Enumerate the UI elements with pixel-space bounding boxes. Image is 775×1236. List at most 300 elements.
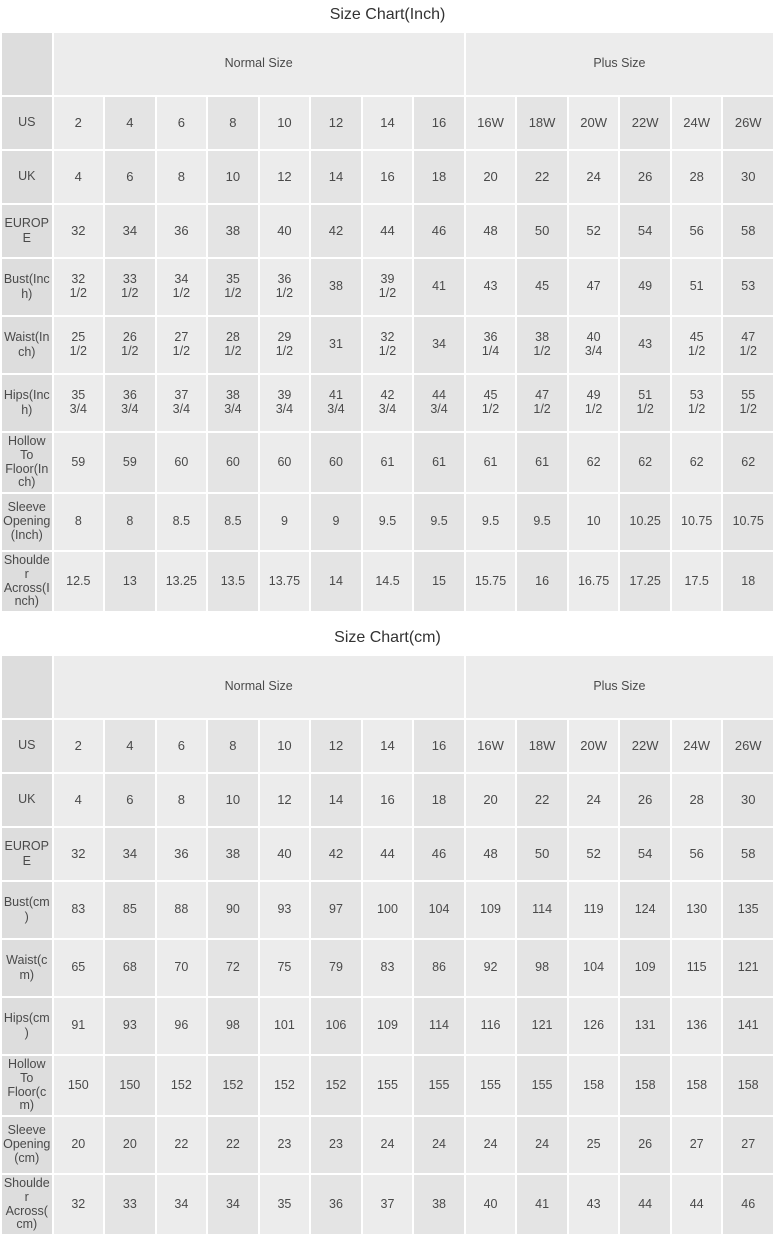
value-whole: 38 xyxy=(225,388,240,403)
value-whole: 44 xyxy=(432,388,446,403)
measurement-cell xyxy=(465,374,517,432)
measurement-cell: 42 xyxy=(310,827,362,881)
measurement-cell: 14 xyxy=(362,719,414,773)
measurement-cell: 135 xyxy=(722,881,774,939)
value-whole: 26 xyxy=(122,330,137,345)
value-whole: 38 xyxy=(535,330,550,345)
measurement-cell: 10 xyxy=(259,96,311,150)
value-fraction: 1/2 xyxy=(275,344,294,358)
value-whole: 45 xyxy=(689,330,704,345)
measurement-cell: 4 xyxy=(104,96,156,150)
measurement-cell xyxy=(619,374,671,432)
measurement-cell: 14 xyxy=(310,551,362,612)
value-fraction: 1/2 xyxy=(172,286,191,300)
measurement-cell: 150 xyxy=(53,1055,105,1116)
measurement-cell: 48 xyxy=(465,827,517,881)
measurement-cell: 25 xyxy=(568,1116,620,1174)
measurement-cell: 26 xyxy=(619,773,671,827)
chart-title: Size Chart(cm) xyxy=(0,623,775,654)
value-whole: 55 xyxy=(741,388,756,403)
measurement-cell: 48 xyxy=(465,204,517,258)
measurement-cell: 22 xyxy=(516,150,568,204)
measurement-cell: 61 xyxy=(413,432,465,493)
measurement-cell: 13.75 xyxy=(259,551,311,612)
table-row xyxy=(1,374,774,432)
measurement-cell: 13.25 xyxy=(156,551,208,612)
measurement-cell: 24 xyxy=(465,1116,517,1174)
measurement-cell: 91 xyxy=(53,997,105,1055)
measurement-cell xyxy=(259,316,311,374)
measurement-cell xyxy=(156,258,208,316)
measurement-cell: 43 xyxy=(465,258,517,316)
row-header xyxy=(1,432,53,493)
measurement-cell xyxy=(259,374,311,432)
measurement-cell: 52 xyxy=(568,827,620,881)
value-fraction: 1/2 xyxy=(584,402,603,416)
row-header: Bust(Inch) xyxy=(1,258,53,316)
value-fraction: 3/4 xyxy=(430,402,448,416)
measurement-cell: 9.5 xyxy=(413,493,465,551)
measurement-cell: 18 xyxy=(722,551,774,612)
value-fraction: 1/2 xyxy=(172,344,191,358)
value-whole: 41 xyxy=(329,388,343,403)
measurement-cell: 62 xyxy=(619,432,671,493)
value-whole: 35 xyxy=(71,388,86,403)
value-fraction: 1/2 xyxy=(121,286,139,300)
measurement-cell: 12 xyxy=(259,773,311,827)
measurement-cell: 58 xyxy=(722,204,774,258)
measurement-cell: 60 xyxy=(310,432,362,493)
table-row xyxy=(1,719,774,773)
table-row xyxy=(1,432,774,493)
measurement-cell: 96 xyxy=(156,997,208,1055)
row-header-line: Sleeve xyxy=(7,500,46,515)
measurement-cell: 18 xyxy=(413,150,465,204)
measurement-cell: 49 xyxy=(619,258,671,316)
measurement-cell: 68 xyxy=(104,939,156,997)
measurement-cell: 51 xyxy=(671,258,723,316)
measurement-cell: 44 xyxy=(619,1174,671,1235)
row-header-line: Across(Inch) xyxy=(3,580,50,609)
measurement-cell: 26W xyxy=(722,719,774,773)
measurement-cell: 155 xyxy=(362,1055,414,1116)
measurement-cell xyxy=(413,374,465,432)
measurement-cell: 75 xyxy=(259,939,311,997)
value-fraction: 1/2 xyxy=(275,286,294,300)
measurement-cell: 83 xyxy=(362,939,414,997)
measurement-cell: 100 xyxy=(362,881,414,939)
measurement-cell xyxy=(362,258,414,316)
table-row xyxy=(1,827,774,881)
measurement-cell: 56 xyxy=(671,827,723,881)
table-row xyxy=(1,939,774,997)
measurement-cell: 9.5 xyxy=(362,493,414,551)
measurement-cell xyxy=(207,258,259,316)
measurement-cell: 34 xyxy=(104,827,156,881)
measurement-cell: 10 xyxy=(259,719,311,773)
measurement-cell: 16 xyxy=(362,773,414,827)
measurement-cell: 158 xyxy=(568,1055,620,1116)
measurement-cell: 26 xyxy=(619,1116,671,1174)
measurement-cell: 10.25 xyxy=(619,493,671,551)
chart-title: Size Chart(Inch) xyxy=(0,0,775,31)
measurement-cell: 12 xyxy=(310,719,362,773)
measurement-cell: 10 xyxy=(207,150,259,204)
measurement-cell: 34 xyxy=(207,1174,259,1235)
row-header: US xyxy=(1,96,53,150)
measurement-cell: 53 xyxy=(722,258,774,316)
row-header-line: Across(cm) xyxy=(5,1203,48,1232)
row-header-line: Shoulder xyxy=(3,1176,50,1204)
measurement-cell: 121 xyxy=(722,939,774,997)
measurement-cell: 30 xyxy=(722,773,774,827)
measurement-cell: 6 xyxy=(156,719,208,773)
value-fraction: 1/2 xyxy=(224,286,242,300)
measurement-cell: 10.75 xyxy=(671,493,723,551)
measurement-cell xyxy=(53,258,105,316)
measurement-cell: 8.5 xyxy=(207,493,259,551)
measurement-cell: 45 xyxy=(516,258,568,316)
measurement-cell: 40 xyxy=(259,204,311,258)
measurement-cell xyxy=(516,316,568,374)
measurement-cell: 14 xyxy=(362,96,414,150)
measurement-cell: 121 xyxy=(516,997,568,1055)
measurement-cell: 9 xyxy=(310,493,362,551)
measurement-cell xyxy=(156,316,208,374)
measurement-cell: 46 xyxy=(722,1174,774,1235)
value-fraction: 1/2 xyxy=(636,402,654,416)
measurement-cell: 59 xyxy=(53,432,105,493)
measurement-cell: 52 xyxy=(568,204,620,258)
measurement-cell: 119 xyxy=(568,881,620,939)
row-header: Waist(Inch) xyxy=(1,316,53,374)
measurement-cell: 61 xyxy=(362,432,414,493)
measurement-cell: 22W xyxy=(619,719,671,773)
measurement-cell: 10.75 xyxy=(722,493,774,551)
row-header: Waist(cm) xyxy=(1,939,53,997)
value-fraction: 1/2 xyxy=(687,344,706,358)
measurement-cell: 150 xyxy=(104,1055,156,1116)
measurement-cell: 43 xyxy=(619,316,671,374)
measurement-cell xyxy=(568,374,620,432)
measurement-cell: 152 xyxy=(156,1055,208,1116)
measurement-cell: 2 xyxy=(53,719,105,773)
value-whole: 33 xyxy=(122,272,137,287)
row-header-line: Sleeve xyxy=(7,1123,46,1138)
measurement-cell: 152 xyxy=(310,1055,362,1116)
measurement-cell: 92 xyxy=(465,939,517,997)
table-row xyxy=(1,881,774,939)
measurement-cell: 23 xyxy=(310,1116,362,1174)
measurement-cell: 15.75 xyxy=(465,551,517,612)
measurement-cell xyxy=(671,374,723,432)
measurement-cell: 62 xyxy=(671,432,723,493)
row-header-line: Floor(Inch) xyxy=(5,461,49,490)
value-fraction: 3/4 xyxy=(172,402,191,416)
measurement-cell: 9.5 xyxy=(516,493,568,551)
measurement-cell xyxy=(53,374,105,432)
measurement-cell: 155 xyxy=(516,1055,568,1116)
measurement-cell: 8 xyxy=(207,96,259,150)
measurement-cell: 6 xyxy=(104,150,156,204)
measurement-cell: 40 xyxy=(465,1174,517,1235)
table-row xyxy=(1,997,774,1055)
table-row xyxy=(1,316,774,374)
measurement-cell: 98 xyxy=(516,939,568,997)
measurement-cell: 9 xyxy=(259,493,311,551)
measurement-cell xyxy=(568,316,620,374)
measurement-cell xyxy=(53,316,105,374)
table-row xyxy=(1,258,774,316)
measurement-cell: 130 xyxy=(671,881,723,939)
measurement-cell: 14 xyxy=(310,773,362,827)
measurement-cell: 22 xyxy=(156,1116,208,1174)
measurement-cell: 136 xyxy=(671,997,723,1055)
value-whole: 47 xyxy=(741,330,756,345)
table-row xyxy=(1,204,774,258)
measurement-cell: 46 xyxy=(413,204,465,258)
measurement-cell: 16W xyxy=(465,719,517,773)
value-fraction: 3/4 xyxy=(327,402,345,416)
value-whole: 40 xyxy=(586,330,601,345)
measurement-cell: 40 xyxy=(259,827,311,881)
measurement-cell: 65 xyxy=(53,939,105,997)
value-fraction: 1/2 xyxy=(533,344,551,358)
value-whole: 32 xyxy=(71,272,86,287)
measurement-cell: 8 xyxy=(156,150,208,204)
measurement-cell: 24W xyxy=(671,719,723,773)
measurement-cell: 35 xyxy=(259,1174,311,1235)
measurement-cell: 116 xyxy=(465,997,517,1055)
value-fraction: 1/2 xyxy=(481,402,500,416)
measurement-cell: 54 xyxy=(619,204,671,258)
measurement-cell: 27 xyxy=(671,1116,723,1174)
measurement-cell: 22 xyxy=(207,1116,259,1174)
measurement-cell: 126 xyxy=(568,997,620,1055)
table-row xyxy=(1,1116,774,1174)
measurement-cell: 83 xyxy=(53,881,105,939)
measurement-cell: 14.5 xyxy=(362,551,414,612)
value-fraction: 1/2 xyxy=(533,402,551,416)
measurement-cell: 8 xyxy=(207,719,259,773)
measurement-cell: 32 xyxy=(53,204,105,258)
value-whole: 34 xyxy=(174,272,189,287)
value-whole: 51 xyxy=(638,388,653,403)
measurement-cell: 155 xyxy=(465,1055,517,1116)
measurement-cell: 31 xyxy=(310,316,362,374)
value-whole: 45 xyxy=(483,388,498,403)
value-fraction: 1/2 xyxy=(224,344,242,358)
value-whole: 32 xyxy=(380,330,395,345)
measurement-cell xyxy=(207,374,259,432)
group-header-normal-size: Normal Size xyxy=(53,655,465,719)
measurement-cell: 79 xyxy=(310,939,362,997)
measurement-cell: 4 xyxy=(53,773,105,827)
measurement-cell: 158 xyxy=(671,1055,723,1116)
value-whole: 35 xyxy=(225,272,240,287)
table-row xyxy=(1,773,774,827)
row-header-line: Shoulder xyxy=(3,553,50,581)
row-header: UK xyxy=(1,150,53,204)
measurement-cell: 12 xyxy=(310,96,362,150)
measurement-cell: 158 xyxy=(619,1055,671,1116)
measurement-cell: 24W xyxy=(671,96,723,150)
measurement-cell: 106 xyxy=(310,997,362,1055)
measurement-cell: 46 xyxy=(413,827,465,881)
measurement-cell xyxy=(362,316,414,374)
measurement-cell: 109 xyxy=(619,939,671,997)
measurement-cell xyxy=(207,316,259,374)
measurement-cell: 16W xyxy=(465,96,517,150)
measurement-cell xyxy=(362,374,414,432)
measurement-cell: 70 xyxy=(156,939,208,997)
row-header xyxy=(1,1116,53,1174)
value-fraction: 3/4 xyxy=(378,402,397,416)
measurement-cell xyxy=(259,258,311,316)
measurement-cell: 17.5 xyxy=(671,551,723,612)
measurement-cell xyxy=(104,258,156,316)
measurement-cell: 109 xyxy=(465,881,517,939)
value-whole: 47 xyxy=(535,388,550,403)
value-fraction: 3/4 xyxy=(584,344,603,358)
measurement-cell: 97 xyxy=(310,881,362,939)
row-header-line: Hollow To xyxy=(8,1057,46,1085)
row-header-line: Floor(cm) xyxy=(7,1084,47,1113)
measurement-cell: 10 xyxy=(568,493,620,551)
value-fraction: 1/2 xyxy=(378,286,397,300)
measurement-cell: 24 xyxy=(516,1116,568,1174)
value-fraction: 1/2 xyxy=(69,344,87,358)
value-fraction: 1/2 xyxy=(69,286,87,300)
measurement-cell: 54 xyxy=(619,827,671,881)
measurement-cell: 141 xyxy=(722,997,774,1055)
measurement-cell xyxy=(722,316,774,374)
measurement-cell: 114 xyxy=(516,881,568,939)
group-header-plus-size: Plus Size xyxy=(465,32,774,96)
measurement-cell: 33 xyxy=(104,1174,156,1235)
measurement-cell: 8 xyxy=(104,493,156,551)
measurement-cell: 27 xyxy=(722,1116,774,1174)
measurement-cell: 12 xyxy=(259,150,311,204)
measurement-cell: 88 xyxy=(156,881,208,939)
table-row xyxy=(1,551,774,612)
measurement-cell: 41 xyxy=(413,258,465,316)
measurement-cell: 14 xyxy=(310,150,362,204)
measurement-cell: 4 xyxy=(53,150,105,204)
measurement-cell: 13.5 xyxy=(207,551,259,612)
table-row xyxy=(1,1174,774,1235)
measurement-cell: 16 xyxy=(413,719,465,773)
measurement-cell: 86 xyxy=(413,939,465,997)
value-whole: 49 xyxy=(586,388,601,403)
measurement-cell: 9.5 xyxy=(465,493,517,551)
measurement-cell: 85 xyxy=(104,881,156,939)
table-row xyxy=(1,96,774,150)
value-fraction: 3/4 xyxy=(69,402,87,416)
measurement-cell: 30 xyxy=(722,150,774,204)
measurement-cell: 8.5 xyxy=(156,493,208,551)
row-header-line: Opening(cm) xyxy=(3,1137,51,1165)
value-whole: 42 xyxy=(380,388,395,403)
measurement-cell: 124 xyxy=(619,881,671,939)
value-fraction: 3/4 xyxy=(275,402,294,416)
measurement-cell: 18W xyxy=(516,719,568,773)
measurement-cell: 16 xyxy=(413,96,465,150)
value-whole: 29 xyxy=(277,330,292,345)
value-fraction: 1/2 xyxy=(739,402,757,416)
measurement-cell: 18W xyxy=(516,96,568,150)
value-fraction: 3/4 xyxy=(224,402,242,416)
measurement-cell: 158 xyxy=(722,1055,774,1116)
row-header: EUROPE xyxy=(1,204,53,258)
measurement-cell: 6 xyxy=(104,773,156,827)
measurement-cell xyxy=(516,374,568,432)
measurement-cell: 36 xyxy=(156,204,208,258)
value-fraction: 3/4 xyxy=(121,402,139,416)
measurement-cell: 32 xyxy=(53,1174,105,1235)
measurement-cell: 155 xyxy=(413,1055,465,1116)
measurement-cell: 34 xyxy=(104,204,156,258)
measurement-cell: 12.5 xyxy=(53,551,105,612)
measurement-cell: 37 xyxy=(362,1174,414,1235)
measurement-cell: 62 xyxy=(568,432,620,493)
value-whole: 53 xyxy=(689,388,704,403)
measurement-cell xyxy=(722,374,774,432)
measurement-cell: 152 xyxy=(207,1055,259,1116)
measurement-cell: 24 xyxy=(413,1116,465,1174)
value-whole: 36 xyxy=(483,330,498,345)
measurement-cell xyxy=(156,374,208,432)
measurement-cell: 61 xyxy=(516,432,568,493)
measurement-cell: 32 xyxy=(53,827,105,881)
measurement-cell: 72 xyxy=(207,939,259,997)
measurement-cell: 16 xyxy=(362,150,414,204)
measurement-cell: 98 xyxy=(207,997,259,1055)
measurement-cell xyxy=(310,374,362,432)
measurement-cell: 93 xyxy=(104,997,156,1055)
measurement-cell: 18 xyxy=(413,773,465,827)
measurement-cell: 44 xyxy=(671,1174,723,1235)
measurement-cell: 61 xyxy=(465,432,517,493)
value-whole: 37 xyxy=(174,388,189,403)
measurement-cell: 36 xyxy=(310,1174,362,1235)
row-header xyxy=(1,1174,53,1235)
table-row xyxy=(1,150,774,204)
value-fraction: 1/4 xyxy=(481,344,500,358)
row-header: EUROPE xyxy=(1,827,53,881)
value-whole: 28 xyxy=(225,330,240,345)
measurement-cell xyxy=(104,374,156,432)
measurement-cell: 10 xyxy=(207,773,259,827)
measurement-cell: 62 xyxy=(722,432,774,493)
measurement-cell: 20W xyxy=(568,719,620,773)
row-header-line: Hollow To xyxy=(8,434,46,462)
measurement-cell: 56 xyxy=(671,204,723,258)
group-header-plus-size: Plus Size xyxy=(465,655,774,719)
value-whole: 36 xyxy=(122,388,137,403)
measurement-cell: 60 xyxy=(259,432,311,493)
table-row xyxy=(1,493,774,551)
measurement-cell: 34 xyxy=(156,1174,208,1235)
measurement-cell: 47 xyxy=(568,258,620,316)
measurement-cell: 104 xyxy=(568,939,620,997)
table-corner-cell xyxy=(1,655,53,719)
value-whole: 36 xyxy=(277,272,292,287)
measurement-cell: 50 xyxy=(516,204,568,258)
measurement-cell: 38 xyxy=(413,1174,465,1235)
row-header xyxy=(1,493,53,551)
table-corner-cell xyxy=(1,32,53,96)
